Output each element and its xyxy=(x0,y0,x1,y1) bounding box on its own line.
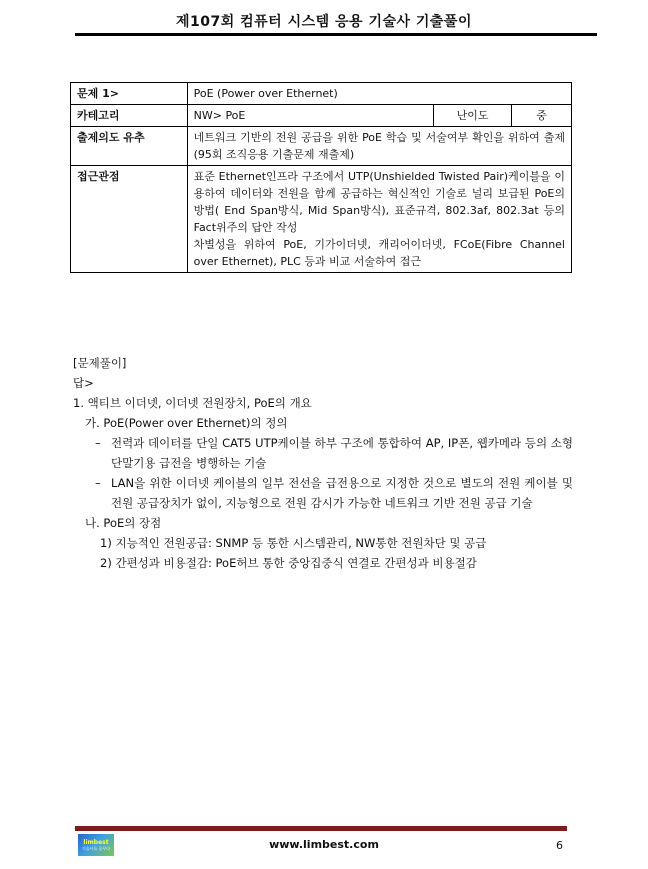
approach-value xyxy=(187,166,571,273)
section-1-title: 1. 액티브 이더넷, 이더넷 전원장치, PoE의 개요 xyxy=(73,396,312,410)
category-label: 카테고리 xyxy=(71,105,188,127)
footer-url: www.limbest.com xyxy=(269,838,379,851)
row-category xyxy=(71,105,572,127)
solution-heading: [문제풀이] xyxy=(73,356,127,370)
subsection-ga-title: 가. PoE(Power over Ethernet)의 정의 xyxy=(85,416,288,430)
intent-label: 출제의도 유추 xyxy=(71,127,188,166)
na-item-1: 1) 지능적인 전원공급: SNMP 등 통한 시스템관리, NW통한 전원차단 및 공급 xyxy=(100,536,487,550)
problem-info-table xyxy=(70,82,572,273)
header-rule xyxy=(75,33,597,36)
ga-bullet-1 xyxy=(73,433,573,473)
ga-bullet-1-text: 전력과 데이터를 단일 CAT5 UTP케이블 하부 구조에 통합하여 AP, IP폰, 웹카메라 등의 소형 단말기용 급전을 병행하는 기술 xyxy=(111,436,573,470)
dash-marker: – xyxy=(95,436,101,450)
answer-label: 답> xyxy=(73,376,94,390)
page-header-title: 제107회 컴퓨터 시스템 응용 기술사 기출풀이 xyxy=(175,14,472,30)
row-intent xyxy=(71,127,572,166)
approach-value-line2: 차별성을 위하여 PoE, 기가이더넷, 캐리어이더넷, FCoE(Fibre Channel over Ethernet), PLC 등과 비교 서술하여 접근 xyxy=(193,238,565,268)
dash-marker: – xyxy=(95,476,101,490)
ga-bullet-2 xyxy=(73,473,573,513)
logo-text: limbest xyxy=(83,839,109,846)
row-problem xyxy=(71,83,572,105)
category-value: NW> PoE xyxy=(187,105,433,127)
ga-bullet-2-text: LAN을 위한 이더넷 케이블의 일부 전선을 급전용으로 지정한 것으로 별도의 전원 케이블 및 전원 공급장치가 없이, 지능형으로 전원 감시가 가능한 네트워크 기반 전원 공급 기술 xyxy=(111,476,573,510)
difficulty-value: 중 xyxy=(512,105,572,127)
subsection-na-title: 나. PoE의 장점 xyxy=(85,516,162,530)
difficulty-label: 난이도 xyxy=(434,105,512,127)
solution-body xyxy=(73,353,573,573)
na-item-2: 2) 간편성과 비용절감: PoE허브 통한 중앙집중식 연결로 간편성과 비용절감 xyxy=(100,556,477,570)
logo-subtext: 기술사를 꿈꾸다 xyxy=(81,846,111,851)
approach-value-line1: 표준 Ethernet인프라 구조에서 UTP(Unshielded Twisted Pair)케이블을 이용하여 데이터와 전원을 함께 공급하는 혁신적인 기술로 널리 보급된 PoE의 방법( End Span방식, Mid Span방식), 표준규격, 802.3af, 802.3at 등의 Fact위주의 답안 작성 xyxy=(193,170,565,234)
footer-rule xyxy=(75,826,567,831)
page-number: 6 xyxy=(556,839,563,852)
intent-value: 네트워크 기반의 전원 공급을 위한 PoE 학습 및 서술여부 확인을 위하여 출제(95회 조직응용 기출문제 재출제) xyxy=(187,127,571,166)
problem-value: PoE (Power over Ethernet) xyxy=(187,83,571,105)
approach-label: 접근관점 xyxy=(71,166,188,273)
problem-label: 문제 1> xyxy=(71,83,188,105)
row-approach xyxy=(71,166,572,273)
